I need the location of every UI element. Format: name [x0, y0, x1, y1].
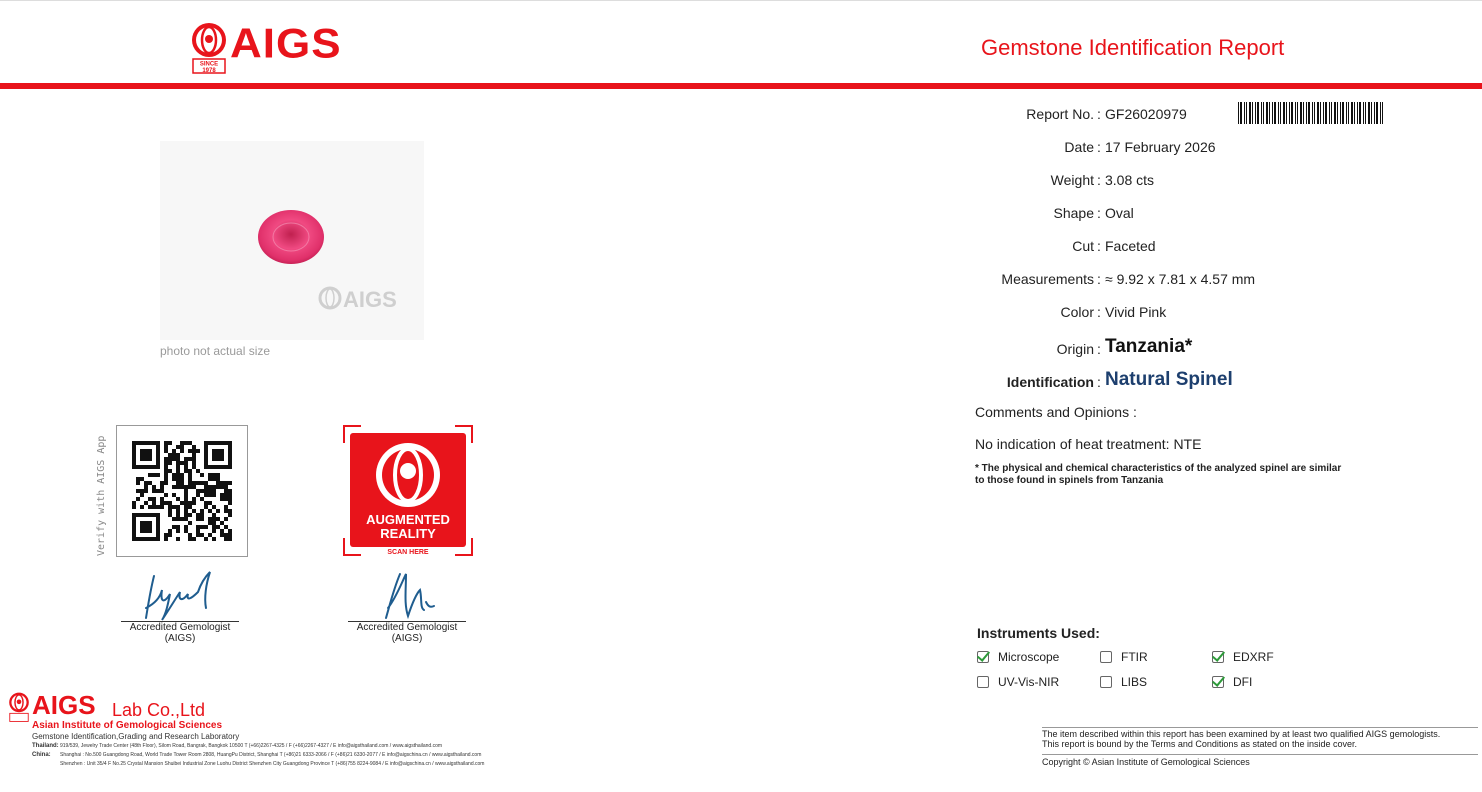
field-colon: :	[1097, 205, 1101, 221]
logo-since: SINCE	[199, 61, 219, 68]
field-identification	[0, 369, 1482, 394]
verify-side-text: Verify with AIGS App	[96, 435, 107, 556]
ar-line2: REALITY	[380, 526, 436, 541]
verify-qr-code[interactable]	[116, 425, 248, 557]
field-date	[0, 139, 1482, 159]
field-colon: :	[1097, 106, 1101, 122]
field-colon: :	[1097, 304, 1101, 320]
instruments-heading: Instruments Used:	[977, 625, 1100, 641]
field-colon: :	[1097, 271, 1101, 287]
signature-2	[380, 568, 440, 624]
signature-2-caption: Accredited Gemologist (AIGS)	[356, 622, 458, 644]
logo-text: AIGS	[230, 20, 342, 67]
instrument-libs: LIBS	[1100, 675, 1147, 689]
field-colon: :	[1097, 172, 1101, 188]
field-value: Oval	[1105, 205, 1134, 221]
checkbox-icon	[1100, 676, 1112, 688]
logo-year: 1978	[202, 68, 216, 74]
field-cut	[0, 238, 1482, 258]
aigs-emblem-icon	[190, 22, 228, 74]
field-label: Date	[1064, 139, 1094, 155]
field-weight	[0, 172, 1482, 192]
augmented-reality-badge[interactable]	[343, 425, 473, 556]
field-value: 3.08 cts	[1105, 172, 1155, 188]
instrument-dfi: DFI	[1212, 675, 1252, 689]
signature-1-caption: Accredited Gemologist (AIGS)	[129, 622, 231, 644]
legal-text: The item described within this report has been examined by at least two qualified AIGS gemologists. This report is bound by the Terms and Conditions as stated on the inside cover.	[1042, 729, 1441, 749]
copyright: Copyright © Asian Institute of Gemological Sciences	[1042, 757, 1250, 767]
identification-value: Natural Spinel	[1105, 369, 1233, 390]
header-divider	[0, 83, 1482, 89]
aigs-emblem-icon	[8, 692, 30, 722]
field-measurements	[0, 271, 1482, 291]
field-label: Origin	[1056, 341, 1094, 357]
aigs-logo	[190, 22, 342, 74]
field-value: GF26020979	[1105, 106, 1187, 122]
field-colon: :	[1097, 341, 1101, 357]
instrument-edxrf: EDXRF	[1212, 650, 1274, 664]
field-colon: :	[1097, 374, 1101, 390]
origin-value: Tanzania*	[1105, 336, 1193, 357]
field-value: Vivid Pink	[1105, 304, 1167, 320]
field-value: 17 February 2026	[1105, 139, 1216, 155]
field-color	[0, 304, 1482, 324]
field-label: Report No.	[1026, 106, 1094, 122]
instrument-uv-vis-nir: UV-Vis-NIR	[977, 675, 1059, 689]
instrument-ftir: FTIR	[1100, 650, 1148, 664]
photo-watermark: AIGS	[343, 287, 397, 312]
lab-address: China: Shanghai : No.500 Guangdong Road, World Trade Tower Room 2808, HuangPu District, Shanghai T (+86)21 6333-2066 / F (+86)21 6330-2077 / E info@aigschina.cn / www.aigsthailand.com	[32, 752, 482, 758]
ar-line1: AUGMENTED	[366, 512, 450, 527]
instrument-microscope: Microscope	[977, 650, 1059, 664]
legal-divider-top	[1042, 727, 1478, 728]
lab-address: Thailand:919/539, Jewelry Trade Center (48th Floor), Silom Road, Bangrak, Bangkok 10500 T (+66)2267-4325 / F (+66)2267-4327 / E info@aigsthailand.com / www.aigsthailand.com	[32, 743, 443, 749]
lab-suffix: Lab Co.,Ltd	[112, 700, 206, 720]
comment-line: No indication of heat treatment: NTE	[975, 436, 1202, 452]
checkbox-icon	[977, 676, 989, 688]
field-label: Identification	[1006, 374, 1094, 390]
checkbox-icon	[1212, 651, 1224, 663]
checkbox-icon	[977, 651, 989, 663]
field-label: Color	[1060, 304, 1094, 320]
photo-caption: photo not actual size	[160, 344, 271, 358]
field-value: Faceted	[1105, 238, 1156, 254]
comments-heading: Comments and Opinions :	[975, 404, 1137, 420]
field-label: Cut	[1072, 238, 1094, 254]
field-label: Measurements	[1001, 271, 1094, 287]
signature-1	[140, 568, 230, 624]
lab-institute: Asian Institute of Gemological Sciences	[32, 720, 223, 731]
lab-subtitle: Gemstone Identification,Grading and Research Laboratory	[32, 732, 240, 741]
field-colon: :	[1097, 139, 1101, 155]
legal-divider-bottom	[1042, 754, 1478, 755]
field-label: Weight	[1050, 172, 1094, 188]
barcode	[1238, 102, 1385, 124]
field-origin	[0, 336, 1482, 361]
ar-scan: SCAN HERE	[387, 549, 429, 556]
lab-name: AIGS	[32, 690, 96, 720]
field-shape	[0, 205, 1482, 225]
report-title: Gemstone Identification Report	[981, 35, 1285, 60]
field-label: Shape	[1053, 205, 1094, 221]
lab-address: Shenzhen : Unit 35/4 F No.25 Crystal Mansion Shuibei Industrial Zone Luohu District Shenzhen City Guangdong Province T (+86)755 8224-9084 / E info@aigschina.cn / www.aigsthailand.com	[60, 761, 485, 767]
checkbox-icon	[1100, 651, 1112, 663]
field-colon: :	[1097, 238, 1101, 254]
field-value: ≈ 9.92 x 7.81 x 4.57 mm	[1105, 271, 1256, 287]
comment-footnote: * The physical and chemical characteristics of the analyzed spinel are similar to those found in spinels from Tanzania	[975, 463, 1342, 486]
checkbox-icon	[1212, 676, 1224, 688]
top-border	[0, 0, 1482, 1]
